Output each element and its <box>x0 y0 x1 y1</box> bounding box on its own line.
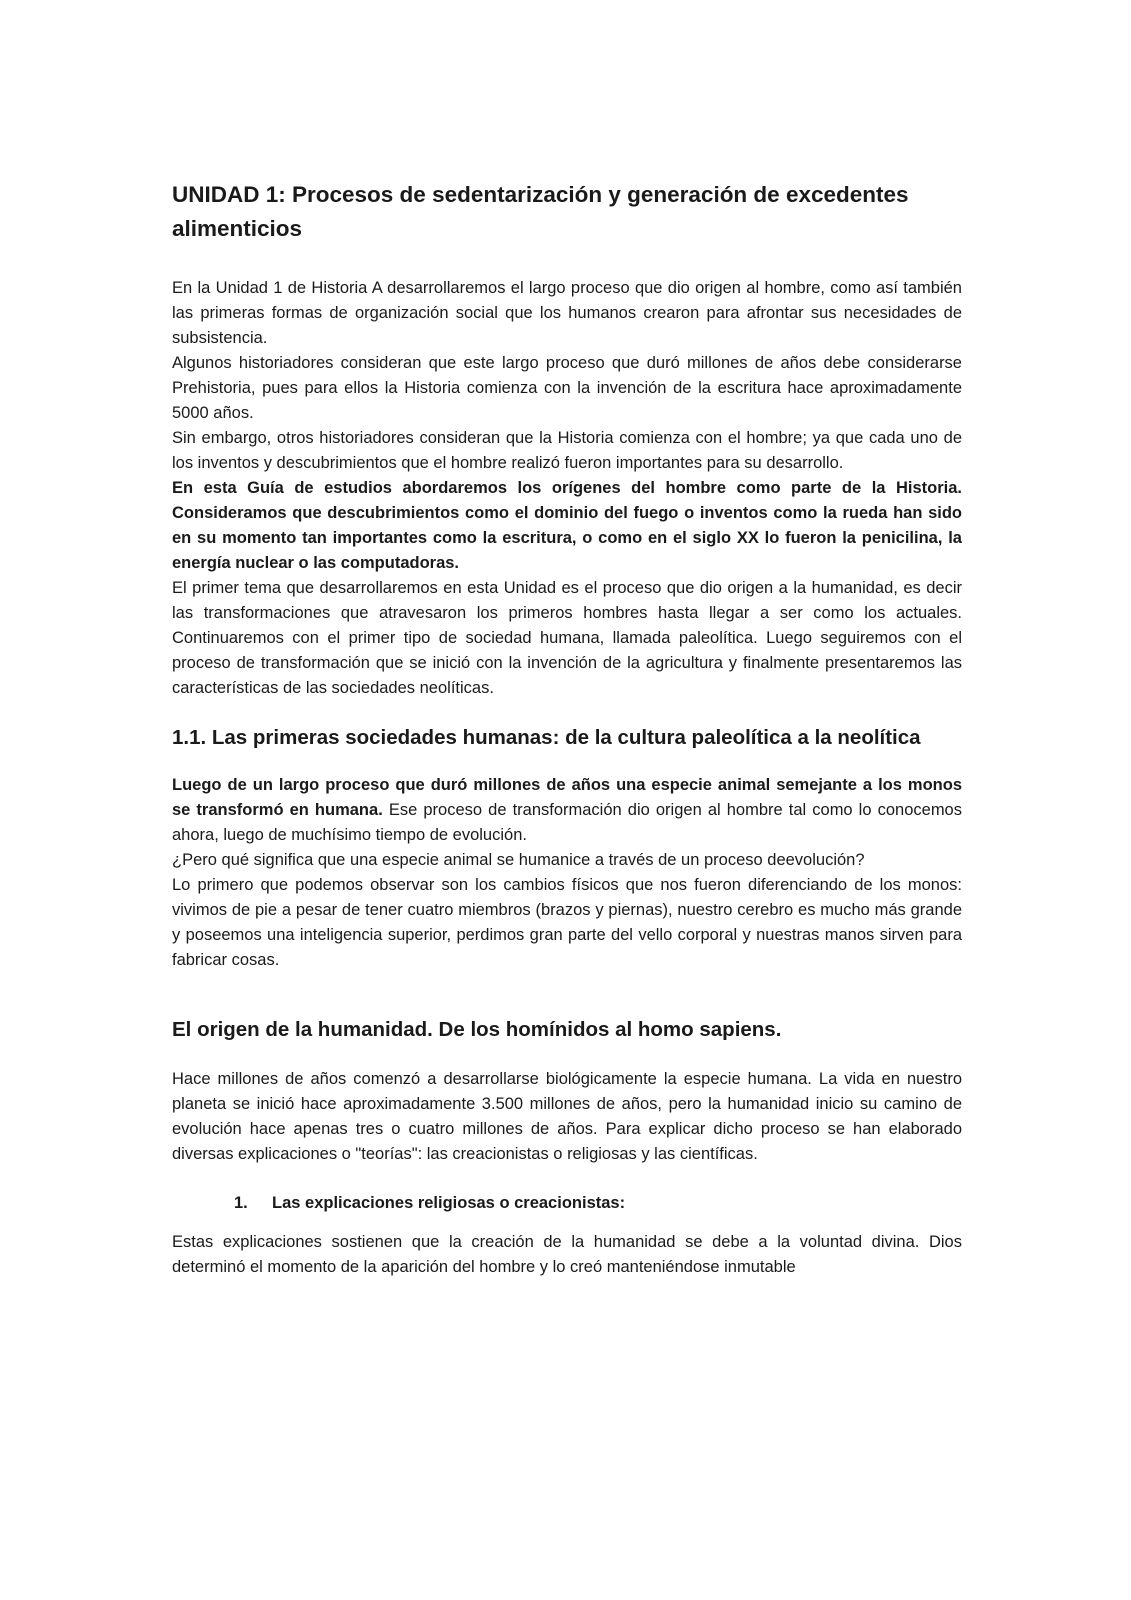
intro-paragraph-4: El primer tema que desarrollaremos en esta Unidad es el proceso que dio origen a la humanidad, es decir las transformaciones que atravesaron los primeros hombres hasta llegar a ser como los actuales. Continuaremos con el primer tipo de sociedad humana, llamada paleolítica. Luego seguiremos con el proceso de transformación que se inició con la invención de la agricultura y finalmente presentaremos las características de las sociedades neolíticas. <box>172 579 962 697</box>
document-page <box>172 178 962 1280</box>
numbered-list-item <box>234 1191 962 1216</box>
unit-title: UNIDAD 1: Procesos de sedentarización y generación de excedentes alimenticios <box>172 182 909 241</box>
origin-paragraph-1: Hace millones de años comenzó a desarrollarse biológicamente la especie humana. La vida en nuestro planeta se inició hace aproximadamente 3.500 millones de años, pero la humanidad inicio su camino de evolución hace apenas tres o cuatro millones de años. Para explicar dicho proceso se han elaborado diversas explicaciones o "teorías": las creacionistas o religiosas y las científicas. <box>172 1070 962 1163</box>
section-1-1-question: ¿Pero qué significa que una especie animal se humanice a través de un proceso deevolución? <box>172 851 865 869</box>
intro-paragraph-3: Sin embargo, otros historiadores consideran que la Historia comienza con el hombre; ya que cada uno de los inventos y descubrimientos que el hombre realizó fueron importantes para su desarrollo. <box>172 429 962 472</box>
list-item-label: Las explicaciones religiosas o creacionistas: <box>272 1194 626 1212</box>
religious-paragraph-1: Estas explicaciones sostienen que la creación de la humanidad se debe a la voluntad divina. Dios determinó el momento de la aparición del hombre y lo creó manteniéndose inmutable <box>172 1233 962 1276</box>
section-1-1-lead-rest: Ese proceso de transformación dio origen al hombre tal como lo conocemos ahora, luego de muchísimo tiempo de evolución. <box>172 801 962 844</box>
section-1-1-bold-lead: Luego de un largo proceso que duró millones de años una especie animal semejante a los monos se transformó en humana. <box>172 776 962 819</box>
section-1-1-paragraph-2: Lo primero que podemos observar son los cambios físicos que nos fueron diferenciando de los monos: vivimos de pie a pesar de tener cuatro miembros (brazos y piernas), nuestro cerebro es mucho más grande y poseemos una inteligencia superior, perdimos gran parte del vello corporal y nuestras manos sirven para fabricar cosas. <box>172 876 962 969</box>
section-1-1-title: 1.1. Las primeras sociedades humanas: de la cultura paleolítica a la neolítica <box>172 726 921 749</box>
intro-bold-paragraph: En esta Guía de estudios abordaremos los orígenes del hombre como parte de la Historia. Consideramos que descubrimientos como el dominio del fuego o inventos como la rueda han sido en su momento tan importantes como la escritura, o como en el siglo XX lo fueron la penicilina, la energía nuclear o las computadoras. <box>172 479 962 572</box>
intro-paragraph-2: Algunos historiadores consideran que este largo proceso que duró millones de años debe considerarse Prehistoria, pues para ellos la Historia comienza con la invención de la escritura hace aproximadamente 5000 años. <box>172 354 962 422</box>
intro-paragraph-1: En la Unidad 1 de Historia A desarrollaremos el largo proceso que dio origen al hombre, como así también las primeras formas de organización social que los humanos crearon para afrontar sus necesidades de subsistencia. <box>172 279 962 347</box>
section-1-1-paragraph-1 <box>172 773 962 848</box>
origin-section-title: El origen de la humanidad. De los homínidos al homo sapiens. <box>172 1018 782 1041</box>
list-item-number: 1. <box>234 1194 248 1212</box>
